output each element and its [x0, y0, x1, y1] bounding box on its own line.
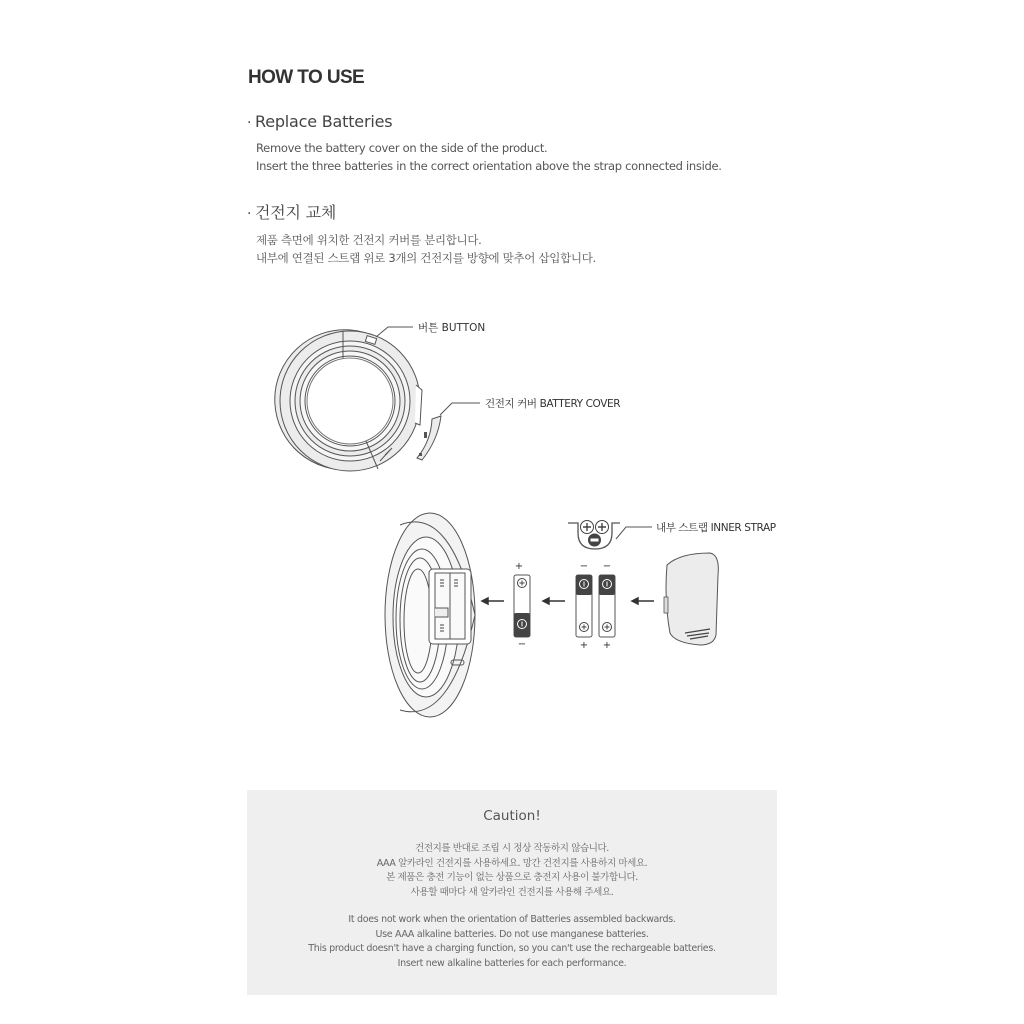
caution-title: Caution!: [483, 808, 541, 824]
section-title-text: 건전지 교체: [255, 203, 337, 222]
inner-strap-label: 내부 스트랩 INNER STRAP: [656, 522, 776, 534]
caution-line: Insert new alkaline batteries for each performance.: [397, 958, 627, 970]
caution-line: This product doesn't have a charging function, so you can't use the rechargeable batteries.: [308, 943, 716, 955]
ring-top-view-diagram: [270, 315, 650, 475]
ring-side-view-illustration: [385, 513, 475, 717]
polarity-plus: +: [579, 640, 589, 651]
caution-korean-text: [247, 842, 777, 900]
section-body: [247, 139, 787, 175]
polarity-minus: −: [579, 561, 589, 572]
battery-insertion-diagram: [380, 505, 790, 725]
caution-box: [247, 790, 777, 995]
battery-aaa: [576, 575, 592, 637]
caution-line: 사용할 때마다 새 알카라인 건전지를 사용해 주세요.: [410, 886, 614, 898]
bullet: ·: [247, 115, 252, 131]
caution-line: It does not work when the orientation of Batteries assembled backwards.: [348, 914, 676, 925]
section-body: [247, 231, 787, 267]
ring-illustration: [275, 330, 422, 471]
instruction-line: 내부에 연결된 스트랩 위로 3개의 건전지를 방향에 맞추어 삽입합니다.: [256, 251, 596, 265]
battery-aaa: [599, 575, 615, 637]
instruction-line: 제품 측면에 위치한 건전지 커버를 분리합니다.: [256, 233, 482, 247]
polarity-plus: +: [602, 640, 612, 651]
arrow-left-icon: [482, 598, 504, 604]
battery-aaa: [514, 575, 530, 637]
battery-cover-label: 건전지 커버 BATTERY COVER: [485, 398, 621, 410]
caution-line: 건전지를 반대로 조립 시 정상 작동하지 않습니다.: [415, 843, 609, 854]
arrow-left-icon: [632, 598, 654, 604]
polarity-plus: +: [514, 561, 524, 572]
caution-english-text: [247, 913, 777, 972]
arrow-left-icon: [543, 598, 565, 604]
instruction-line: Remove the battery cover on the side of the product.: [256, 141, 548, 155]
caution-line: 본 제품은 충전 기능이 없는 상품으로 충전지 사용이 불가합니다.: [386, 872, 638, 883]
caution-line: Use AAA alkaline batteries. Do not use manganese batteries.: [375, 928, 649, 940]
inner-strap-illustration: [568, 521, 620, 550]
battery-cover-callout-line: [440, 403, 480, 415]
inner-strap-callout-line: [616, 527, 652, 539]
page-title: HOW TO USE: [248, 67, 365, 88]
button-callout-line: [376, 327, 413, 337]
polarity-minus: −: [517, 639, 527, 650]
instruction-line: Insert the three batteries in the correct orientation above the strap connected inside.: [256, 159, 722, 173]
polarity-minus: −: [602, 561, 612, 572]
battery-cover-illustration: [664, 553, 718, 645]
button-label: 버튼 BUTTON: [418, 322, 486, 334]
section-title: [247, 200, 787, 223]
section-replace-batteries-ko: [247, 200, 787, 267]
bullet: ·: [247, 206, 252, 222]
caution-line: AAA 알카라인 건전지를 사용하세요. 망간 건전지를 사용하지 마세요.: [376, 857, 648, 869]
section-title-text: Replace Batteries: [255, 112, 393, 131]
section-title: [247, 112, 787, 131]
section-replace-batteries-en: [247, 112, 787, 175]
